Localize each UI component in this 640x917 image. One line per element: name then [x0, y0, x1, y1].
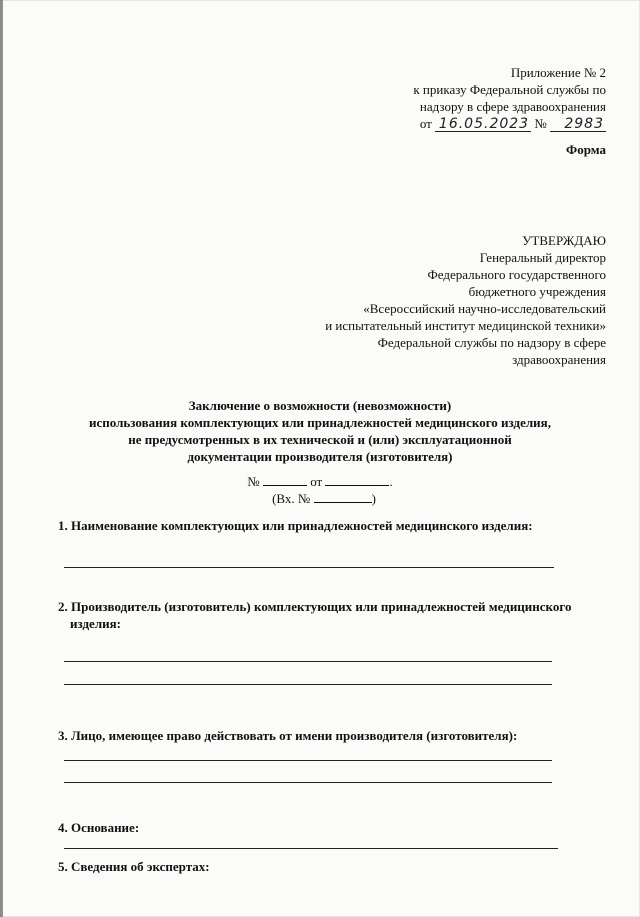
incoming-number-line	[40, 490, 600, 507]
approval-line: Генеральный директор	[479, 250, 606, 265]
scan-edge	[0, 0, 3, 917]
approval-line: Федерального государственного	[427, 267, 606, 282]
approval-block	[246, 232, 606, 368]
section-3-heading: 3. Лицо, имеющее право действовать от имени производителя (изготовителя):	[58, 728, 518, 743]
section-4-fill-line[interactable]	[64, 848, 558, 849]
section-2-fill-line-1[interactable]	[64, 661, 552, 662]
registration-dot: .	[389, 474, 393, 489]
appendix-date-number-line	[276, 115, 606, 132]
registration-block	[40, 473, 600, 507]
title-line: использования комплектующих или принадлежностей медицинского изделия,	[89, 415, 551, 430]
approval-line: бюджетного учреждения	[468, 284, 606, 299]
approval-line: «Всероссийский научно-исследовательский	[363, 301, 606, 316]
document-title	[40, 397, 600, 465]
title-line: документации производителя (изготовителя)	[187, 449, 453, 464]
section-4-heading: 4. Основание:	[58, 820, 140, 835]
registration-number-blank[interactable]	[263, 473, 307, 486]
section-5-heading: 5. Сведения об экспертах:	[58, 859, 210, 874]
section-2-heading	[58, 598, 598, 632]
section-2-fill-line-2[interactable]	[64, 684, 552, 685]
form-label: Форма	[566, 142, 606, 157]
title-line: не предусмотренных в их технической и (или) эксплуатационной	[128, 432, 512, 447]
approval-line: и испытательный институт медицинской техники»	[325, 318, 606, 333]
section-3-fill-line-1[interactable]	[64, 760, 552, 761]
section-1-fill-line[interactable]	[64, 567, 554, 568]
registration-number-label: №	[247, 474, 260, 489]
title-line: Заключение о возможности (невозможности)	[188, 398, 452, 413]
approval-line: здравоохранения	[512, 352, 606, 367]
date-prefix: от	[419, 116, 432, 131]
handwritten-date: 16.05.2023	[435, 117, 531, 132]
incoming-number-blank[interactable]	[314, 490, 372, 503]
section-2-line-2: изделия:	[70, 616, 121, 631]
approval-heading: УТВЕРЖДАЮ	[522, 233, 606, 248]
section-3-fill-line-2[interactable]	[64, 782, 552, 783]
number-prefix: №	[534, 116, 547, 131]
appendix-line-2: к приказу Федеральной службы по	[413, 82, 606, 97]
section-1-heading: 1. Наименование комплектующих или принадлежностей медицинского изделия:	[58, 518, 533, 533]
incoming-close-paren: )	[371, 491, 376, 506]
appendix-block	[276, 64, 606, 132]
appendix-line-3: надзору в сфере здравоохранения	[419, 99, 606, 114]
incoming-number-label: (Вх. №	[272, 491, 311, 506]
registration-from-label: от	[310, 474, 323, 489]
handwritten-number: 2983	[550, 117, 606, 132]
approval-line: Федеральной службы по надзору в сфере	[377, 335, 606, 350]
appendix-line-1: Приложение № 2	[510, 65, 606, 80]
registration-number-line	[40, 473, 600, 490]
section-2-line-1: 2. Производитель (изготовитель) комплектующих или принадлежностей медицинского	[58, 599, 572, 614]
registration-date-blank[interactable]	[325, 473, 389, 486]
